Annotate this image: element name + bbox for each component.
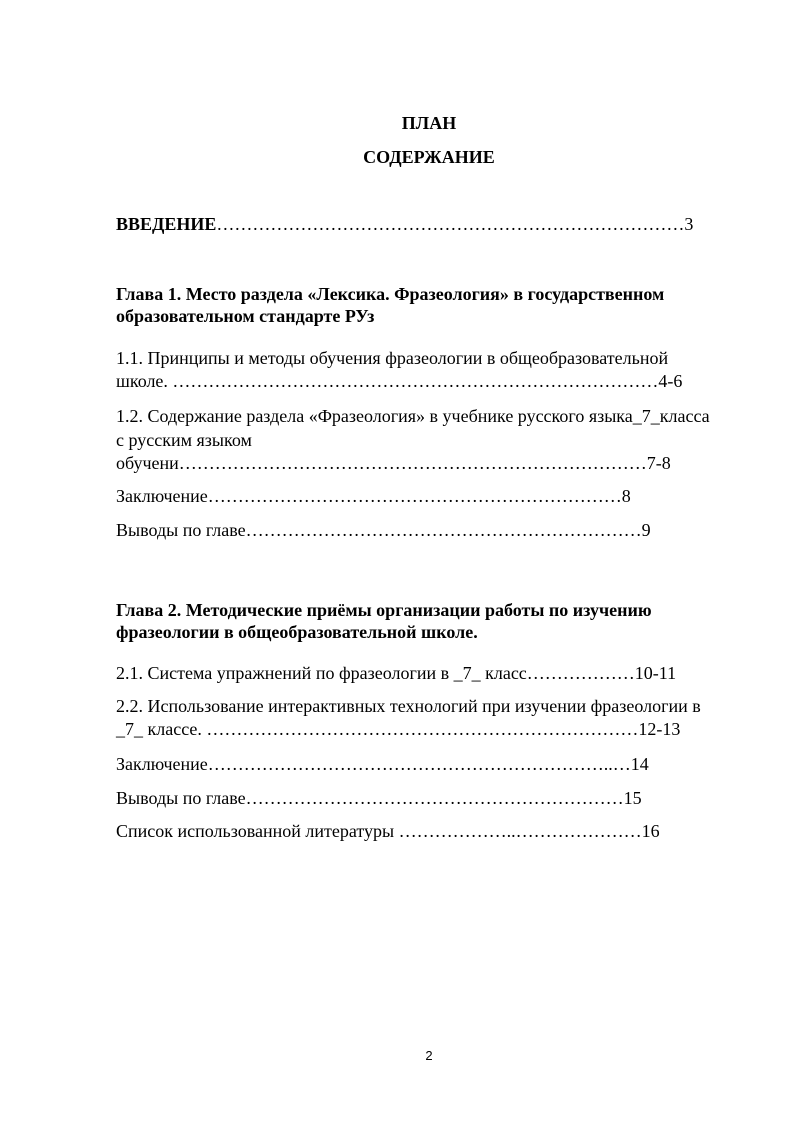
- intro-label: ВВЕДЕНИЕ: [116, 214, 217, 234]
- toc-item-2-2-line2: _7_ классе. ………………………………………………………………12-13: [116, 719, 681, 739]
- toc-item-1-2-line1: 1.2. Содержание раздела «Фразеология» в учебнике русского языка_7_класса: [116, 406, 710, 426]
- page-number: 2: [425, 1048, 433, 1063]
- toc-chapter2-conclusion: Заключение…………………………………………………………..…14: [116, 754, 649, 774]
- toc-item-1-2-line3: обучени……………………………………………………………………7-8: [116, 453, 671, 473]
- toc-item-1-1-line2: школе. ………………………………………………………………………4-6: [116, 371, 683, 391]
- toc-chapter2-summary: Выводы по главе………………………………………………………15: [116, 788, 642, 808]
- toc-bibliography: Список использованной литературы ………………..…………………16: [116, 821, 660, 841]
- toc-item-2-1: 2.1. Система упражнений по фразеологии в _7_ класс………………10-11: [116, 663, 677, 683]
- toc-item-1-2-line2: с русским языком: [116, 430, 252, 450]
- toc-chapter1-summary: Выводы по главе…………………………………………………………9: [116, 520, 651, 540]
- chapter2-title-line1: Глава 2. Методические приёмы организации работы по изучению: [116, 600, 652, 620]
- intro-leader: ……………………………………………………………………3: [216, 214, 694, 234]
- chapter2-title-line2: фразеологии в общеобразовательной школе.: [116, 622, 478, 642]
- chapter1-title-line1: Глава 1. Место раздела «Лексика. Фразеология» в государственном: [116, 284, 665, 304]
- toc-chapter1-conclusion: Заключение……………………………………………………………8: [116, 486, 631, 506]
- toc-intro: [116, 212, 693, 236]
- contents-heading: СОДЕРЖАНИЕ: [363, 147, 495, 167]
- toc-item-2-2-line1: 2.2. Использование интерактивных технологий при изучении фразеологии в: [116, 696, 701, 716]
- chapter1-title-line2: образовательном стандарте РУз: [116, 306, 375, 326]
- toc-item-1-1-line1: 1.1. Принципы и методы обучения фразеологии в общеобразовательной: [116, 348, 669, 368]
- plan-heading: ПЛАН: [401, 113, 457, 133]
